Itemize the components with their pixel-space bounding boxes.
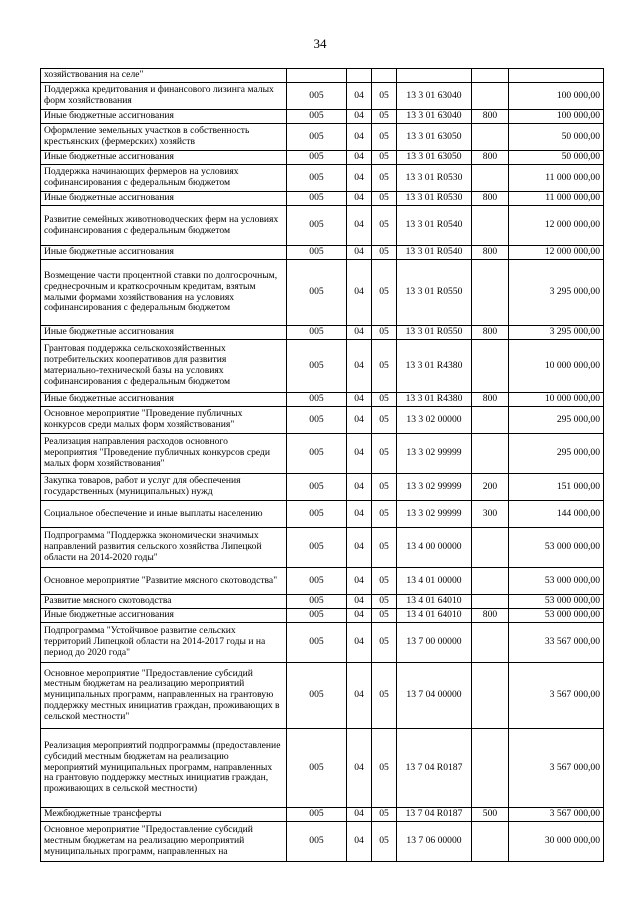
budget-table-body (41, 69, 604, 862)
target-article-cell: 13 3 02 00000 (397, 407, 472, 434)
amount-cell: 10 000 000,00 (509, 340, 604, 393)
amount-cell: 33 567 000,00 (509, 623, 604, 663)
amount-cell: 144 000,00 (509, 501, 604, 528)
admin-code-cell: 005 (287, 623, 347, 663)
subsection-code-cell: 05 (372, 474, 397, 501)
section-code-cell: 04 (347, 246, 372, 260)
table-row (41, 206, 604, 246)
section-code-cell: 04 (347, 474, 372, 501)
admin-code-cell: 005 (287, 609, 347, 623)
section-code-cell: 04 (347, 568, 372, 595)
expense-type-cell (472, 729, 509, 808)
table-row (41, 151, 604, 165)
table-row (41, 501, 604, 528)
table-row (41, 110, 604, 124)
item-name-cell: Межбюджетные трансферты (41, 808, 287, 822)
subsection-code-cell: 05 (372, 822, 397, 862)
subsection-code-cell: 05 (372, 326, 397, 340)
admin-code-cell: 005 (287, 165, 347, 192)
subsection-code-cell: 05 (372, 110, 397, 124)
expense-type-cell (472, 407, 509, 434)
expense-type-cell (472, 260, 509, 326)
budget-table (40, 68, 604, 862)
item-name-cell: Грантовая поддержка сельскохозяйственных потребительских кооперативов для развития материально-технической базы на условиях софинансирования с федеральным бюджетом (41, 340, 287, 393)
target-article-cell: 13 3 02 99999 (397, 501, 472, 528)
section-code-cell: 04 (347, 151, 372, 165)
expense-type-cell: 500 (472, 808, 509, 822)
item-name-cell: Иные бюджетные ассигнования (41, 192, 287, 206)
expense-type-cell (472, 434, 509, 474)
target-article-cell: 13 3 01 R0540 (397, 206, 472, 246)
target-article-cell: 13 3 01 R0550 (397, 260, 472, 326)
table-row (41, 609, 604, 623)
expense-type-cell (472, 663, 509, 729)
section-code-cell: 04 (347, 822, 372, 862)
item-name-cell: Подпрограмма "Устойчивое развитие сельских территорий Липецкой области на 2014-2017 годы и на период до 2020 года" (41, 623, 287, 663)
admin-code-cell: 005 (287, 822, 347, 862)
section-code-cell: 04 (347, 609, 372, 623)
section-code-cell: 04 (347, 165, 372, 192)
table-row (41, 822, 604, 862)
section-code-cell: 04 (347, 501, 372, 528)
section-code-cell: 04 (347, 326, 372, 340)
subsection-code-cell: 05 (372, 609, 397, 623)
expense-type-cell (472, 822, 509, 862)
admin-code-cell: 005 (287, 729, 347, 808)
amount-cell: 3 567 000,00 (509, 663, 604, 729)
amount-cell: 295 000,00 (509, 407, 604, 434)
amount-cell: 11 000 000,00 (509, 192, 604, 206)
section-code-cell: 04 (347, 663, 372, 729)
table-row (41, 83, 604, 110)
target-article-cell: 13 3 01 63050 (397, 124, 472, 151)
expense-type-cell (472, 69, 509, 83)
subsection-code-cell: 05 (372, 568, 397, 595)
subsection-code-cell: 05 (372, 434, 397, 474)
item-name-cell: Основное мероприятие "Проведение публичных конкурсов среди малых форм хозяйствования" (41, 407, 287, 434)
item-name-cell: Социальное обеспечение и иные выплаты населению (41, 501, 287, 528)
target-article-cell: 13 4 01 64010 (397, 609, 472, 623)
amount-cell: 151 000,00 (509, 474, 604, 501)
table-row (41, 326, 604, 340)
expense-type-cell (472, 124, 509, 151)
admin-code-cell: 005 (287, 407, 347, 434)
admin-code-cell: 005 (287, 340, 347, 393)
table-row (41, 246, 604, 260)
item-name-cell: Развитие семейных животноводческих ферм на условиях софинансирования с федеральным бюджетом (41, 206, 287, 246)
target-article-cell: 13 3 01 R0550 (397, 326, 472, 340)
target-article-cell: 13 3 02 99999 (397, 434, 472, 474)
expense-type-cell (472, 528, 509, 568)
admin-code-cell: 005 (287, 246, 347, 260)
section-code-cell: 04 (347, 393, 372, 407)
amount-cell: 53 000 000,00 (509, 568, 604, 595)
admin-code-cell: 005 (287, 434, 347, 474)
amount-cell: 11 000 000,00 (509, 165, 604, 192)
item-name-cell: Закупка товаров, работ и услуг для обеспечения государственных (муниципальных) нужд (41, 474, 287, 501)
section-code-cell: 04 (347, 434, 372, 474)
section-code-cell: 04 (347, 192, 372, 206)
section-code-cell: 04 (347, 110, 372, 124)
section-code-cell: 04 (347, 206, 372, 246)
item-name-cell: Иные бюджетные ассигнования (41, 110, 287, 124)
item-name-cell: Реализация мероприятий подпрограммы (предоставление субсидий местным бюджетам на реализацию мероприятий муниципальных программ, направленных на грантовую поддержку местных инициатив граждан, проживающих в сельской местности) (41, 729, 287, 808)
subsection-code-cell: 05 (372, 729, 397, 808)
subsection-code-cell: 05 (372, 407, 397, 434)
subsection-code-cell: 05 (372, 808, 397, 822)
target-article-cell: 13 4 01 64010 (397, 595, 472, 609)
item-name-cell: Подпрограмма "Поддержка экономически значимых направлений развития сельского хозяйства Липецкой области на 2014-2020 годы" (41, 528, 287, 568)
admin-code-cell: 005 (287, 110, 347, 124)
expense-type-cell: 300 (472, 501, 509, 528)
item-name-cell: Иные бюджетные ассигнования (41, 393, 287, 407)
expense-type-cell (472, 206, 509, 246)
admin-code-cell: 005 (287, 393, 347, 407)
admin-code-cell: 005 (287, 568, 347, 595)
target-article-cell: 13 3 01 63050 (397, 151, 472, 165)
page-number: 34 (313, 36, 327, 51)
target-article-cell: 13 3 01 R0530 (397, 165, 472, 192)
expense-type-cell: 800 (472, 151, 509, 165)
expense-type-cell (472, 623, 509, 663)
subsection-code-cell: 05 (372, 151, 397, 165)
table-row (41, 528, 604, 568)
target-article-cell: 13 3 01 R4380 (397, 393, 472, 407)
item-name-cell: Иные бюджетные ассигнования (41, 246, 287, 260)
amount-cell: 12 000 000,00 (509, 206, 604, 246)
section-code-cell: 04 (347, 260, 372, 326)
section-code-cell: 04 (347, 623, 372, 663)
amount-cell: 53 000 000,00 (509, 528, 604, 568)
amount-cell: 3 567 000,00 (509, 729, 604, 808)
admin-code-cell: 005 (287, 663, 347, 729)
amount-cell (509, 69, 604, 83)
target-article-cell: 13 3 01 R0540 (397, 246, 472, 260)
admin-code-cell: 005 (287, 501, 347, 528)
admin-code-cell: 005 (287, 151, 347, 165)
expense-type-cell (472, 595, 509, 609)
item-name-cell: Поддержка начинающих фермеров на условиях софинансирования с федеральным бюджетом (41, 165, 287, 192)
amount-cell: 30 000 000,00 (509, 822, 604, 862)
item-name-cell: Основное мероприятие "Предоставление субсидий местным бюджетам на реализацию мероприятий муниципальных программ, направленных на грантовую поддержку местных инициатив граждан, проживающих в сельской местности" (41, 663, 287, 729)
table-row (41, 568, 604, 595)
target-article-cell: 13 7 00 00000 (397, 623, 472, 663)
subsection-code-cell: 05 (372, 393, 397, 407)
expense-type-cell (472, 165, 509, 192)
admin-code-cell: 005 (287, 192, 347, 206)
table-row (41, 393, 604, 407)
admin-code-cell: 005 (287, 474, 347, 501)
amount-cell: 53 000 000,00 (509, 595, 604, 609)
table-row (41, 165, 604, 192)
table-row (41, 663, 604, 729)
target-article-cell: 13 3 02 99999 (397, 474, 472, 501)
subsection-code-cell: 05 (372, 124, 397, 151)
item-name-cell: Основное мероприятие "Предоставление субсидий местным бюджетам на реализацию мероприятий муниципальных программ, направленных на (41, 822, 287, 862)
section-code-cell: 04 (347, 528, 372, 568)
amount-cell: 50 000,00 (509, 151, 604, 165)
section-code-cell: 04 (347, 124, 372, 151)
table-row (41, 340, 604, 393)
item-name-cell: хозяйствования на селе" (41, 69, 287, 83)
admin-code-cell (287, 69, 347, 83)
target-article-cell: 13 7 04 00000 (397, 663, 472, 729)
target-article-cell: 13 7 06 00000 (397, 822, 472, 862)
subsection-code-cell (372, 69, 397, 83)
item-name-cell: Иные бюджетные ассигнования (41, 151, 287, 165)
item-name-cell: Иные бюджетные ассигнования (41, 326, 287, 340)
item-name-cell: Иные бюджетные ассигнования (41, 609, 287, 623)
target-article-cell: 13 3 01 R4380 (397, 340, 472, 393)
expense-type-cell (472, 83, 509, 110)
target-article-cell (397, 69, 472, 83)
admin-code-cell: 005 (287, 83, 347, 110)
subsection-code-cell: 05 (372, 206, 397, 246)
section-code-cell: 04 (347, 729, 372, 808)
expense-type-cell: 800 (472, 246, 509, 260)
target-article-cell: 13 3 01 63040 (397, 83, 472, 110)
admin-code-cell: 005 (287, 124, 347, 151)
target-article-cell: 13 4 01 00000 (397, 568, 472, 595)
admin-code-cell: 005 (287, 260, 347, 326)
expense-type-cell: 800 (472, 393, 509, 407)
table-row (41, 474, 604, 501)
amount-cell: 3 567 000,00 (509, 808, 604, 822)
target-article-cell: 13 4 00 00000 (397, 528, 472, 568)
subsection-code-cell: 05 (372, 340, 397, 393)
expense-type-cell: 800 (472, 110, 509, 124)
admin-code-cell: 005 (287, 808, 347, 822)
subsection-code-cell: 05 (372, 260, 397, 326)
expense-type-cell: 800 (472, 326, 509, 340)
item-name-cell: Поддержка кредитования и финансового лизинга малых форм хозяйствования (41, 83, 287, 110)
amount-cell: 100 000,00 (509, 110, 604, 124)
item-name-cell: Развитие мясного скотоводства (41, 595, 287, 609)
admin-code-cell: 005 (287, 528, 347, 568)
subsection-code-cell: 05 (372, 501, 397, 528)
item-name-cell: Реализация направления расходов основного мероприятия "Проведение публичных конкурсов среди малых форм хозяйствования" (41, 434, 287, 474)
subsection-code-cell: 05 (372, 165, 397, 192)
expense-type-cell: 800 (472, 192, 509, 206)
target-article-cell: 13 3 01 R0530 (397, 192, 472, 206)
target-article-cell: 13 7 04 R0187 (397, 808, 472, 822)
section-code-cell (347, 69, 372, 83)
expense-type-cell: 800 (472, 609, 509, 623)
amount-cell: 12 000 000,00 (509, 246, 604, 260)
expense-type-cell (472, 568, 509, 595)
expense-type-cell: 200 (472, 474, 509, 501)
subsection-code-cell: 05 (372, 192, 397, 206)
item-name-cell: Возмещение части процентной ставки по долгосрочным, среднесрочным и краткосрочным кредитам, взятым малыми формами хозяйствования на условиях софинансирования с федеральным бюджетом (41, 260, 287, 326)
subsection-code-cell: 05 (372, 528, 397, 568)
subsection-code-cell: 05 (372, 595, 397, 609)
section-code-cell: 04 (347, 340, 372, 393)
amount-cell: 295 000,00 (509, 434, 604, 474)
table-row (41, 69, 604, 83)
amount-cell: 3 295 000,00 (509, 260, 604, 326)
table-row (41, 623, 604, 663)
section-code-cell: 04 (347, 407, 372, 434)
amount-cell: 53 000 000,00 (509, 609, 604, 623)
table-row (41, 434, 604, 474)
target-article-cell: 13 3 01 63040 (397, 110, 472, 124)
expense-type-cell (472, 340, 509, 393)
admin-code-cell: 005 (287, 326, 347, 340)
table-row (41, 595, 604, 609)
subsection-code-cell: 05 (372, 623, 397, 663)
amount-cell: 100 000,00 (509, 83, 604, 110)
table-row (41, 260, 604, 326)
item-name-cell: Оформление земельных участков в собственность крестьянских (фермерских) хозяйств (41, 124, 287, 151)
target-article-cell: 13 7 04 R0187 (397, 729, 472, 808)
admin-code-cell: 005 (287, 206, 347, 246)
amount-cell: 10 000 000,00 (509, 393, 604, 407)
subsection-code-cell: 05 (372, 83, 397, 110)
item-name-cell: Основное мероприятие "Развитие мясного скотоводства" (41, 568, 287, 595)
admin-code-cell: 005 (287, 595, 347, 609)
amount-cell: 50 000,00 (509, 124, 604, 151)
amount-cell: 3 295 000,00 (509, 326, 604, 340)
subsection-code-cell: 05 (372, 663, 397, 729)
table-row (41, 407, 604, 434)
section-code-cell: 04 (347, 83, 372, 110)
table-row (41, 808, 604, 822)
table-row (41, 124, 604, 151)
table-row (41, 192, 604, 206)
section-code-cell: 04 (347, 808, 372, 822)
subsection-code-cell: 05 (372, 246, 397, 260)
table-row (41, 729, 604, 808)
section-code-cell: 04 (347, 595, 372, 609)
